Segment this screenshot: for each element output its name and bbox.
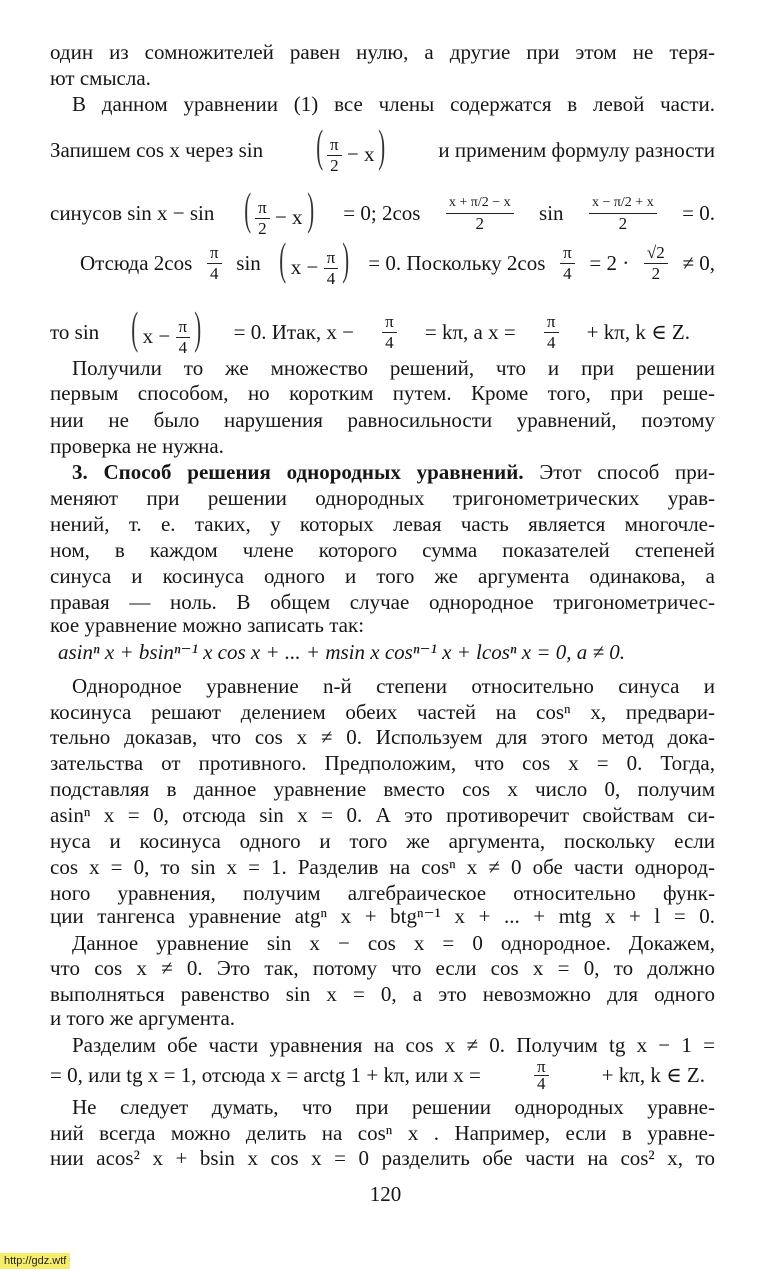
- text: + kπ, k ∈ Z.: [601, 1063, 705, 1087]
- text: и применим формулу разности: [438, 138, 715, 162]
- text-line: косинуса решают делением обеих частей на cosⁿ x, предвари-: [50, 700, 715, 724]
- text-line: Данное уравнение sin x − cos x = 0 однородное. Докажем,: [72, 931, 715, 955]
- text: x −: [142, 323, 171, 348]
- text: − x: [274, 204, 303, 229]
- numerator: x − π/2 + x: [589, 193, 657, 214]
- text: = 0. Итак, x −: [233, 320, 354, 344]
- text: Запишем cos x через sin: [50, 138, 264, 162]
- formula-line-3: [80, 233, 715, 293]
- text-line: нений, т. е. таких, у которых левая часть является многочле-: [50, 512, 715, 536]
- text: = 0, или tg x = 1, отсюда x = arctg 1 + kπ, или x =: [50, 1063, 481, 1087]
- numerator: π: [255, 198, 270, 219]
- text-line: asinⁿ x = 0, отсюда sin x = 0. А это противоречит свойствам си-: [50, 803, 715, 827]
- denominator: 2: [618, 213, 628, 233]
- denominator: 2: [475, 213, 484, 233]
- fraction: [544, 312, 559, 353]
- denominator: 4: [385, 332, 394, 352]
- denominator: 4: [563, 263, 572, 283]
- numerator: π: [544, 312, 559, 333]
- text-line: и того же аргумента.: [50, 1006, 236, 1030]
- denominator: 4: [210, 263, 219, 283]
- fraction: [560, 243, 575, 284]
- text: = kπ, а x =: [424, 320, 516, 344]
- numerator: π: [176, 317, 191, 338]
- text-line: Не следует думать, что при решении однородных уравне-: [72, 1095, 715, 1119]
- denominator: 4: [537, 1073, 546, 1093]
- text-line: выполняться равенство sin x = 0, а это невозможно для одного: [50, 982, 715, 1006]
- text-line: ний всегда можно делить на cosⁿ x . Например, если в уравне-: [50, 1121, 715, 1145]
- text-line: Разделим обе части уравнения на cos x ≠ 0. Получим tg x − 1 =: [72, 1033, 715, 1057]
- numerator: π: [534, 1059, 549, 1076]
- text: − x: [346, 141, 375, 166]
- numerator: √2: [644, 243, 668, 264]
- numerator: π: [327, 135, 342, 156]
- formula-line-4: [50, 302, 690, 362]
- text: Отсюда 2cos: [80, 251, 193, 275]
- text-line: нии acos² x + bsin x cos x = 0 разделить обе части на cos² x, то: [50, 1146, 715, 1170]
- paren-group: ( $\frac{\pi}{2}$ − x): [244, 182, 314, 239]
- numerator: π: [207, 243, 222, 264]
- fraction: [589, 193, 657, 234]
- text: = 2 ·: [589, 251, 630, 275]
- paren-group: ( $\frac{\pi}{2}$ − x): [315, 119, 386, 176]
- text-line: [72, 461, 715, 483]
- section-heading: 3. Способ решения однородных уравнений.: [72, 460, 524, 484]
- text-line: синуса и косинуса одного и того же аргумента одинакова, а: [50, 564, 715, 588]
- page-number: 120: [369, 1182, 402, 1206]
- text-line: ют смысла.: [50, 66, 151, 90]
- text: = 0; 2cos: [343, 201, 421, 225]
- denominator: 4: [326, 269, 336, 289]
- text: ≠ 0,: [682, 251, 715, 275]
- text-line: правая — ноль. В общем случае однородное тригонометричес-: [50, 590, 715, 614]
- footer-watermark-link[interactable]: http://gdz.wtf: [0, 1253, 70, 1269]
- fraction: [644, 243, 668, 284]
- denominator: 2: [258, 219, 267, 239]
- denominator: 4: [546, 332, 556, 352]
- text: sin: [539, 201, 564, 225]
- text-line: что cos x ≠ 0. Это так, потому что если cos x = 0, то должно: [50, 956, 715, 980]
- text-line: ном, в каждом члене которого сумма показателей степеней: [50, 538, 715, 562]
- text-line: подставляя в данное уравнение вместо cos x число 0, получим: [50, 777, 715, 801]
- fraction: [207, 243, 222, 284]
- denominator: 4: [178, 338, 188, 358]
- text-line: нуса и косинуса одного и того же аргумента, поскольку если: [50, 829, 715, 853]
- numerator: π: [560, 243, 575, 264]
- text: x −: [290, 254, 319, 279]
- text: синусов sin x − sin: [50, 201, 215, 225]
- text-line: зательства от противного. Предположим, что cos x = 0. Тогда,: [50, 751, 715, 775]
- denominator: 2: [651, 263, 661, 283]
- paren-group: ( x − $\frac{\pi}{4}$ ): [131, 301, 202, 358]
- text-line: cos x = 0, то sin x = 1. Разделив на cosⁿ x ≠ 0 обе части однород-: [50, 855, 715, 879]
- text: sin: [236, 251, 261, 275]
- text-line: проверка не нужна.: [50, 434, 224, 458]
- text-line: ции тангенса уравнение atgⁿ x + btgⁿ⁻¹ x + ... + mtg x + l = 0.: [50, 904, 715, 928]
- denominator: 2: [330, 156, 339, 176]
- text-line: Однородное уравнение n-й степени относительно синуса и: [72, 674, 715, 698]
- text: то sin: [50, 320, 100, 344]
- fraction: [534, 1056, 549, 1093]
- numerator: π: [382, 312, 397, 333]
- text-line: первым способом, но коротким путем. Кроме того, при реше-: [50, 381, 715, 405]
- paren-group: ( x − $\frac{\pi}{4}$ ): [279, 232, 350, 289]
- text: = 0.: [682, 201, 715, 225]
- formula-line-1: [50, 120, 715, 180]
- text: + kπ, k ∈ Z.: [586, 320, 690, 344]
- text-line: В данном уравнении (1) все члены содержатся в левой части.: [72, 92, 715, 116]
- text: Этот способ при-: [523, 460, 715, 484]
- text-line: нии не было нарушения равносильности уравнений, поэтому: [50, 408, 715, 432]
- numerator: π: [324, 248, 339, 269]
- fraction: [382, 312, 397, 353]
- numerator: x + π/2 − x: [446, 193, 514, 214]
- text-line: меняют при решении однородных тригонометрических урав-: [50, 486, 715, 510]
- text-line: Получили то же множество решений, что и при решении: [72, 356, 715, 380]
- text-line: ного уравнения, получим алгебраическое относительно функ-: [50, 881, 715, 905]
- text: = 0. Поскольку 2cos: [368, 251, 546, 275]
- text-line: тельно доказав, что cos x ≠ 0. Используем для этого метод дока-: [50, 725, 715, 749]
- text-line: один из сомножителей равен нулю, а другие при этом не теря-: [50, 40, 715, 64]
- text-line: кое уравнение можно записать так:: [50, 613, 365, 637]
- fraction: [446, 193, 514, 234]
- general-formula: asinⁿ x + bsinⁿ⁻¹ x cos x + ... + msin x cosⁿ⁻¹ x + lcosⁿ x = 0, a ≠ 0.: [58, 640, 626, 664]
